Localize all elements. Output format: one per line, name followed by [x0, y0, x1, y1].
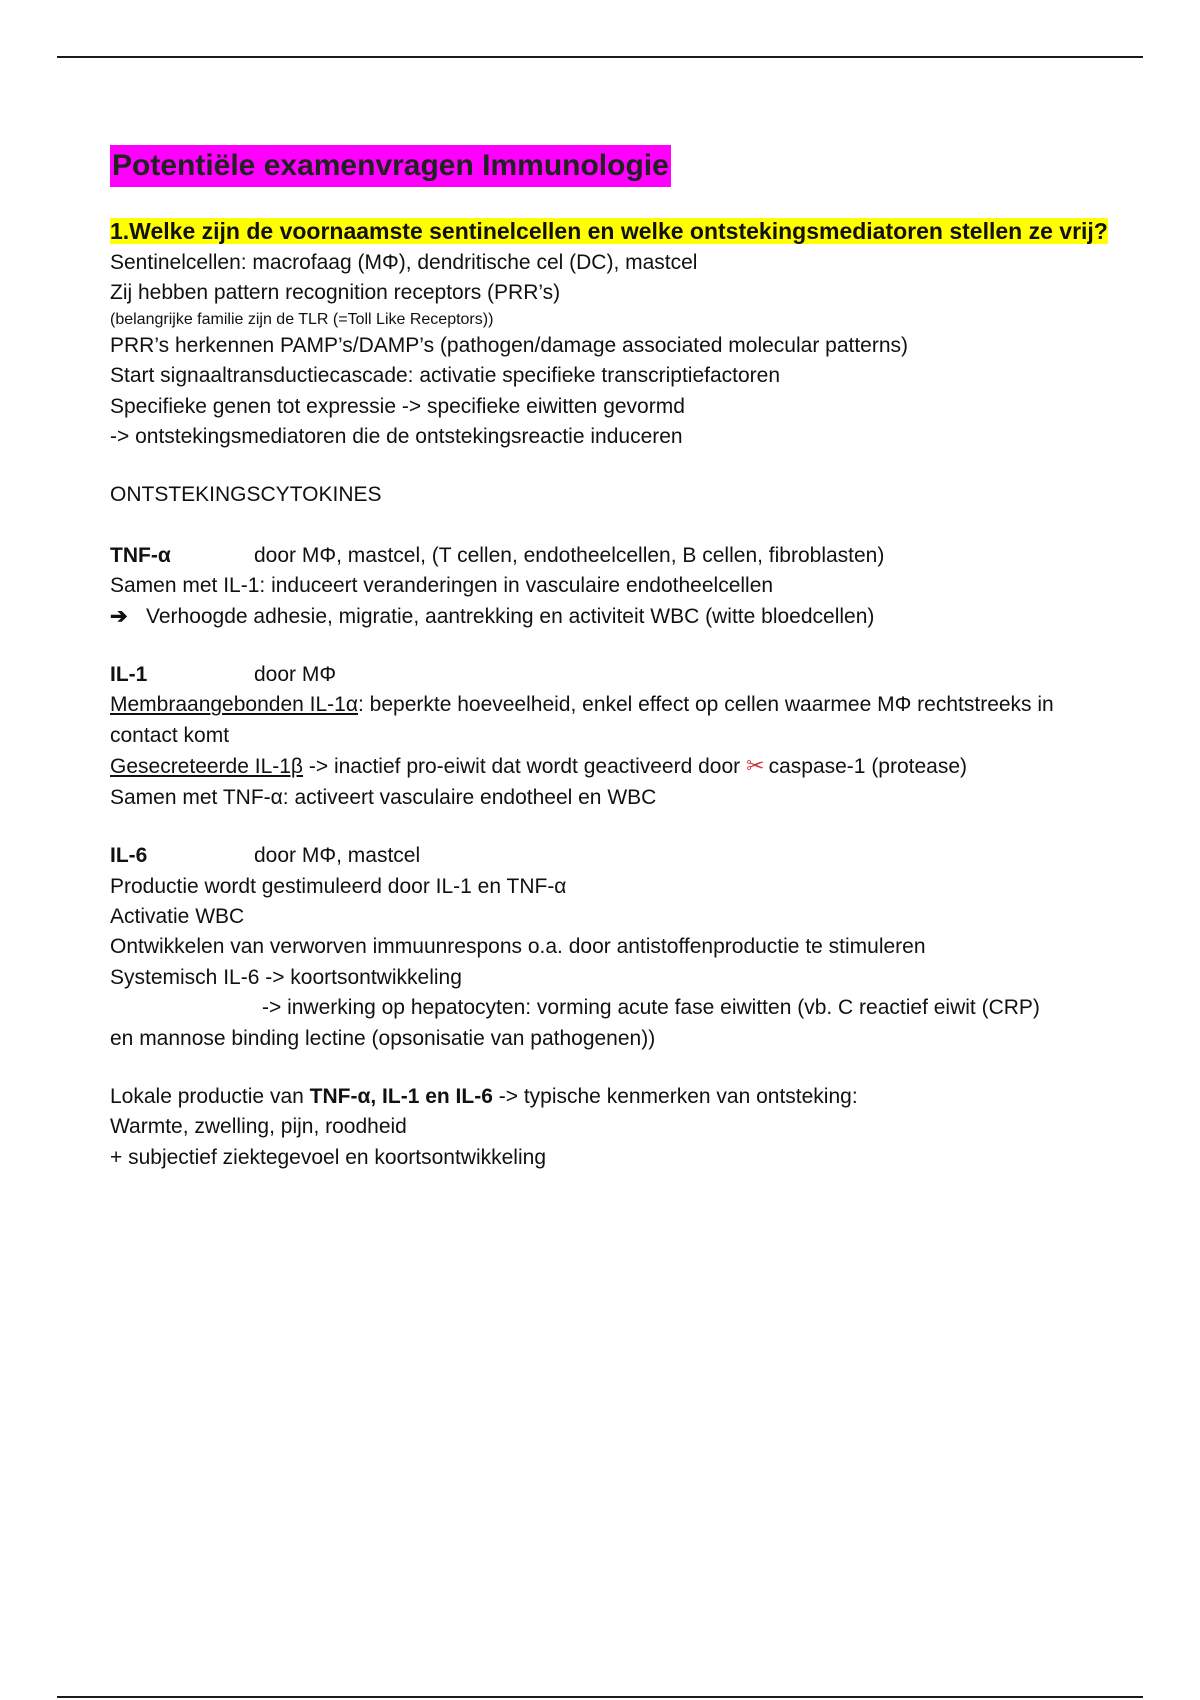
intro-note: (belangrijke familie zijn de TLR (=Toll Like Receptors))	[110, 310, 494, 328]
local-line: Warmte, zwelling, pijn, roodheid	[110, 1115, 407, 1139]
top-rule	[57, 56, 1143, 58]
local-line: + subjectief ziektegevoel en koortsontwikkeling	[110, 1145, 546, 1169]
tnf-label: TNF-α	[110, 543, 171, 567]
intro-line: Start signaaltransductiecascade: activatie specifieke transcriptiefactoren	[110, 364, 781, 388]
intro-line: Zij hebben pattern recognition receptors (PRR’s)	[110, 281, 561, 305]
arrow-icon: ➔	[110, 604, 128, 628]
il6-line: Productie wordt gestimuleerd door IL-1 en TNF-α	[110, 874, 567, 898]
il1-source: door MΦ	[254, 663, 337, 687]
local-bold: TNF-α, IL-1 en IL-6	[309, 1084, 493, 1108]
tnf-block	[110, 541, 1110, 632]
il6-block	[110, 841, 1110, 1054]
question-heading	[110, 214, 1110, 248]
membrane-text: : beperkte hoeveelheid, enkel effect op cellen waarmee MΦ rechtstreeks in contact komt	[110, 693, 1054, 747]
il6-indented-line: -> inwerking op hepatocyten: vorming acute fase eiwitten (vb. C reactief eiwit (CRP)	[262, 996, 1040, 1020]
intro-line: -> ontstekingsmediatoren die de ontstekingsreactie induceren	[110, 425, 683, 449]
bottom-rule	[57, 1696, 1143, 1698]
tnf-line: Samen met IL-1: induceert veranderingen in vasculaire endotheelcellen	[110, 574, 774, 598]
il6-line: Activatie WBC	[110, 904, 245, 928]
il1-block	[110, 660, 1110, 813]
question-text: 1.Welke zijn de voornaamste sentinelcellen en welke ontstekingsmediatoren stellen ze vrij?	[110, 218, 1108, 244]
il1-label: IL-1	[110, 663, 148, 687]
il6-line: en mannose binding lectine (opsonisatie van pathogenen))	[110, 1026, 656, 1050]
intro-line: PRR’s herkennen PAMP’s/DAMP’s (pathogen/damage associated molecular patterns)	[110, 333, 909, 357]
intro-line: Sentinelcellen: macrofaag (MΦ), dendritische cel (DC), mastcel	[110, 251, 698, 274]
document-body	[110, 145, 1110, 1173]
local-block	[110, 1082, 1110, 1173]
intro-block	[110, 248, 1110, 452]
page-title: Potentiële examenvragen Immunologie	[110, 145, 671, 187]
secreted-text: -> inactief pro-eiwit dat wordt geactiveerd door	[303, 755, 741, 779]
local-prefix: Lokale productie van	[110, 1084, 310, 1108]
il6-source: door MΦ, mastcel	[254, 844, 421, 868]
secreted-tail: caspase-1 (protease)	[768, 755, 968, 779]
scissors-icon: ✂	[746, 753, 765, 779]
secreted-term: Gesecreteerde IL-1β	[110, 755, 304, 779]
tnf-source: door MΦ, mastcel, (T cellen, endotheelcellen, B cellen, fibroblasten)	[254, 543, 885, 567]
intro-line: Specifieke genen tot expressie -> specifieke eiwitten gevormd	[110, 394, 685, 418]
il6-line: Systemisch IL-6 -> koortsontwikkeling	[110, 965, 462, 989]
il6-line: Ontwikkelen van verworven immuunrespons o.a. door antistoffenproductie te stimuleren	[110, 935, 926, 959]
tnf-line: Verhoogde adhesie, migratie, aantrekking en activiteit WBC (witte bloedcellen)	[146, 604, 875, 628]
il6-label: IL-6	[110, 844, 148, 868]
il1-line: Samen met TNF-α: activeert vasculaire endotheel en WBC	[110, 785, 657, 809]
local-suffix: -> typische kenmerken van ontsteking:	[492, 1084, 858, 1108]
membrane-term: Membraangebonden IL-1α	[110, 693, 358, 717]
section-heading: ONTSTEKINGSCYTOKINES	[110, 483, 382, 507]
